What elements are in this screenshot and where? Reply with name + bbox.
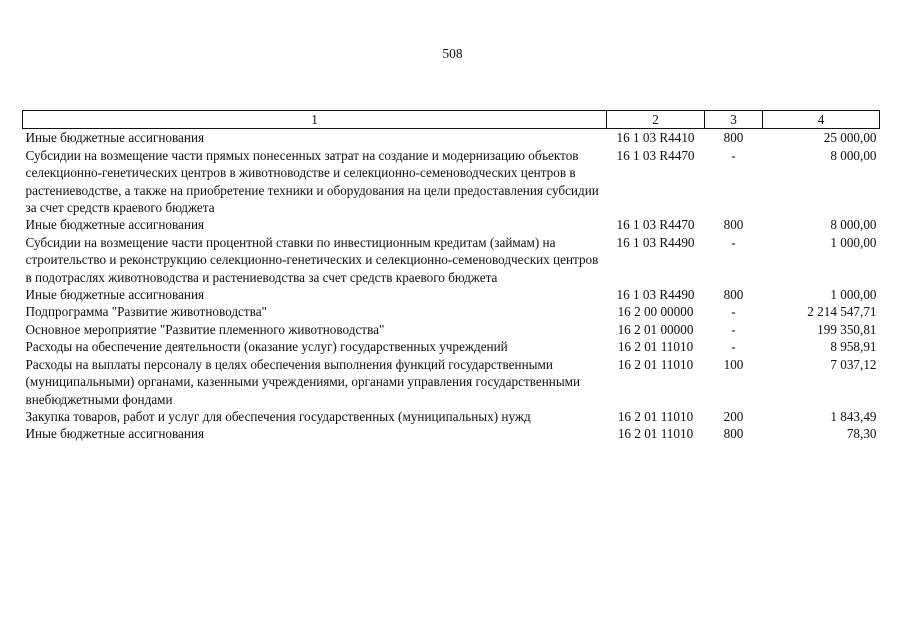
row-code: 16 1 03 R4490 [616, 287, 695, 303]
table-row [23, 425, 880, 442]
table-row [23, 356, 880, 408]
header-col-4: 4 [763, 111, 880, 129]
row-sum: 8 000,00 [830, 217, 877, 233]
header-col-3: 3 [705, 111, 763, 129]
row-name: Иные бюджетные ассигнования [25, 287, 205, 303]
header-row [23, 111, 880, 129]
row-sum: 78,30 [846, 426, 877, 442]
row-name: Подпрограмма "Развитие животноводства" [25, 304, 267, 320]
row-code: 16 1 03 R4470 [616, 217, 695, 233]
table-row [23, 216, 880, 233]
header-col-2: 2 [607, 111, 705, 129]
table-row [23, 147, 880, 217]
row-code: 16 2 01 11010 [617, 356, 694, 372]
row-sum: 1 843,49 [830, 408, 877, 424]
row-type: 800 [723, 130, 744, 146]
row-type: 800 [723, 217, 744, 233]
row-name: Закупка товаров, работ и услуг для обеспечения государственных (муниципальных) нужд [25, 408, 531, 424]
row-code: 16 1 03 R4490 [616, 234, 695, 250]
row-type: - [731, 339, 736, 355]
table-row [23, 234, 880, 286]
row-type: - [731, 234, 736, 250]
row-name: Иные бюджетные ассигнования [25, 426, 205, 442]
row-type: 200 [723, 408, 744, 424]
row-name: Субсидии на возмещение части прямых понесенных затрат на создание и модернизацию объектов селекционно-генетических центров в животноводстве и селекционно-семеноводческих центров в растениеводстве, а также на приобретение техники и оборудования на цели предоставления субсидии за счет средств краевого бюджета [25, 147, 599, 216]
table-header [23, 111, 880, 129]
row-name: Основное мероприятие "Развитие племенного животноводства" [25, 321, 385, 337]
table-row [23, 129, 880, 147]
row-sum: 199 350,81 [817, 321, 877, 337]
row-name: Иные бюджетные ассигнования [25, 130, 205, 146]
row-code: 16 2 01 11010 [617, 339, 694, 355]
header-col-1: 1 [23, 111, 607, 129]
budget-table [22, 110, 880, 443]
row-sum: 8 000,00 [830, 147, 877, 163]
table-row [23, 303, 880, 320]
row-type: - [731, 321, 736, 337]
row-sum: 25 000,00 [823, 130, 877, 146]
row-code: 16 2 00 00000 [617, 304, 694, 320]
row-code: 16 2 01 00000 [617, 321, 694, 337]
row-type: 800 [723, 287, 744, 303]
row-sum: 2 214 547,71 [807, 304, 877, 320]
row-name: Расходы на обеспечение деятельности (оказание услуг) государственных учреждений [25, 339, 508, 355]
row-code: 16 1 03 R4410 [616, 130, 695, 146]
table-body [23, 129, 880, 443]
row-name: Иные бюджетные ассигнования [25, 217, 205, 233]
row-code: 16 1 03 R4470 [616, 147, 695, 163]
row-code: 16 2 01 11010 [617, 426, 694, 442]
row-name: Расходы на выплаты персоналу в целях обеспечения выполнения функций государственными (муниципальными) органами, казенными учреждениями, органами управления государственными внебюджетными фондами [25, 356, 581, 407]
row-sum: 8 958,91 [830, 339, 877, 355]
row-sum: 7 037,12 [830, 356, 877, 372]
row-sum: 1 000,00 [830, 234, 877, 250]
table-row [23, 408, 880, 425]
table-row [23, 321, 880, 338]
table-row [23, 286, 880, 303]
row-sum: 1 000,00 [830, 287, 877, 303]
row-type: 800 [723, 426, 744, 442]
row-code: 16 2 01 11010 [617, 408, 694, 424]
page-number: 508 [442, 46, 463, 61]
row-name: Субсидии на возмещение части процентной ставки по инвестиционным кредитам (займам) на строительство и реконструкцию селекционно-генетических и селекционно-семеноводческих центров в подотраслях животноводства и растениеводства за счет средств краевого бюджета [25, 234, 599, 285]
row-type: 100 [723, 356, 744, 372]
row-type: - [731, 304, 736, 320]
row-type: - [731, 147, 736, 163]
table-row [23, 338, 880, 355]
